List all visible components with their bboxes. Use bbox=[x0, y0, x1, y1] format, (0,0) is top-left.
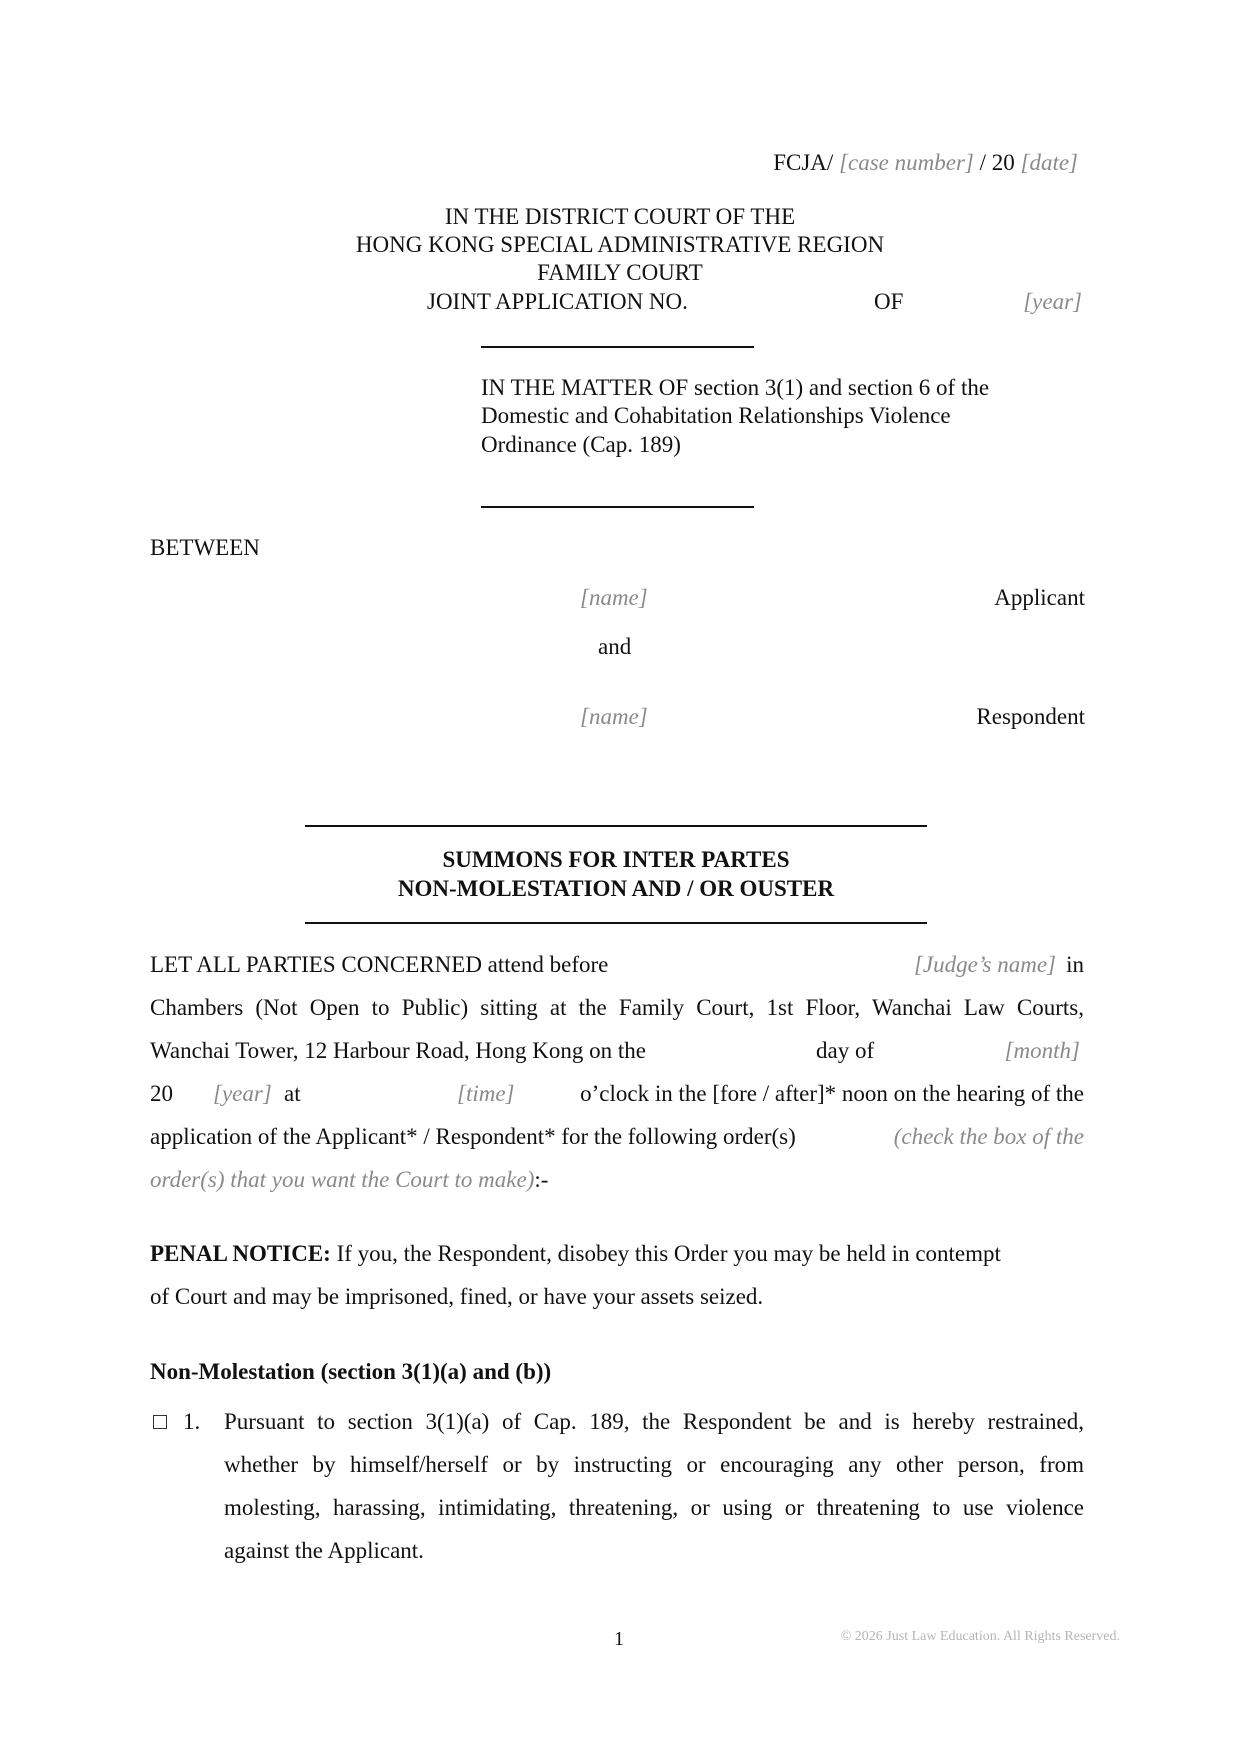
penal-notice-label: PENAL NOTICE: bbox=[150, 1241, 331, 1266]
application-text: application of the Applicant* / Respondent* for the following order(s) bbox=[150, 1124, 796, 1149]
and-label: and bbox=[598, 634, 632, 659]
check-box-hint-1: (check the box of the bbox=[893, 1124, 1084, 1149]
order-1-line-2: whether by himself/herself or by instructing or encouraging any other person, from bbox=[224, 1452, 1084, 1477]
non-molestation-heading bbox=[150, 1350, 1084, 1393]
colon-dash: :- bbox=[534, 1167, 549, 1192]
court-line-3: FAMILY COURT bbox=[537, 260, 703, 285]
respondent-name-placeholder[interactable]: [name] bbox=[580, 704, 648, 729]
title-line-1: SUMMONS FOR INTER PARTES bbox=[442, 847, 790, 872]
applicant-label: Applicant bbox=[994, 585, 1085, 610]
summons-intro: LET ALL PARTIES CONCERNED attend before bbox=[150, 952, 609, 977]
hearing-time-text: o’clock in the [fore / after]* noon on the hearing of the bbox=[580, 1081, 1084, 1106]
order-1-line-1: Pursuant to section 3(1)(a) of Cap. 189, the Respondent be and is hereby restrained, bbox=[224, 1409, 1084, 1434]
penal-notice-line-2 bbox=[150, 1275, 1084, 1318]
month-placeholder[interactable]: [month] bbox=[1004, 1038, 1080, 1063]
judge-name-placeholder[interactable]: [Judge’s name] bbox=[913, 952, 1056, 977]
joint-application-label: JOINT APPLICATION NO. bbox=[427, 289, 688, 314]
divider-top bbox=[481, 346, 754, 348]
order-1-line-4: against the Applicant. bbox=[224, 1538, 424, 1563]
summons-line-5 bbox=[150, 1115, 1084, 1158]
matter-line-2: Domestic and Cohabitation Relationships Violence bbox=[481, 403, 951, 428]
date-placeholder[interactable]: [date] bbox=[1020, 150, 1078, 175]
penal-notice-text-1 bbox=[150, 1232, 1001, 1275]
in-label: in bbox=[1066, 952, 1084, 977]
check-box-hint-2: order(s) that you want the Court to make) bbox=[150, 1167, 535, 1192]
respondent-label: Respondent bbox=[976, 704, 1085, 729]
summons-line-4 bbox=[150, 1072, 1084, 1115]
case-prefix: FCJA/ bbox=[773, 150, 834, 175]
year-separator: / 20 bbox=[979, 150, 1015, 175]
title-line-2: NON-MOLESTATION AND / OR OUSTER bbox=[397, 876, 835, 901]
penal-notice-line-1 bbox=[150, 1232, 1090, 1275]
hearing-century: 20 bbox=[150, 1081, 173, 1106]
title-rule-top bbox=[305, 825, 927, 827]
of-label: OF bbox=[874, 289, 904, 314]
summons-line-6 bbox=[150, 1158, 1084, 1201]
page-number: 1 bbox=[614, 1628, 624, 1650]
court-line-1: IN THE DISTRICT COURT OF THE bbox=[444, 204, 796, 229]
case-number-placeholder[interactable]: [case number] bbox=[839, 150, 974, 175]
court-line-2: HONG KONG SPECIAL ADMINISTRATIVE REGION bbox=[355, 232, 885, 257]
penal-notice-body-2: of Court and may be imprisoned, fined, or have your assets seized. bbox=[150, 1284, 764, 1309]
court-year-placeholder[interactable]: [year] bbox=[1023, 289, 1082, 314]
matter-line-3: Ordinance (Cap. 189) bbox=[481, 432, 681, 457]
divider-middle bbox=[481, 506, 754, 508]
penal-notice-body-1: If you, the Respondent, disobey this Order you may be held in contempt bbox=[336, 1241, 1001, 1266]
matter-line-1: IN THE MATTER OF section 3(1) and section 6 of the bbox=[481, 375, 990, 400]
summons-location: Wanchai Tower, 12 Harbour Road, Hong Kong on the bbox=[150, 1038, 646, 1063]
checkbox-icon[interactable] bbox=[153, 1415, 167, 1429]
hearing-year-placeholder[interactable]: [year] bbox=[213, 1081, 272, 1106]
copyright-notice: © 2026 Just Law Education. All Rights Reserved. bbox=[840, 1629, 1120, 1644]
summons-line-1 bbox=[150, 943, 1084, 986]
applicant-name-placeholder[interactable]: [name] bbox=[580, 585, 648, 610]
day-of-label: day of bbox=[816, 1038, 875, 1063]
order-1-line-3: molesting, harassing, intimidating, threatening, or using or threatening to use violence bbox=[224, 1495, 1084, 1520]
summons-line-3 bbox=[150, 1029, 1084, 1072]
at-label: at bbox=[284, 1081, 301, 1106]
time-placeholder[interactable]: [time] bbox=[457, 1081, 515, 1106]
between-label: BETWEEN bbox=[150, 535, 260, 560]
order-1-number: 1. bbox=[183, 1409, 201, 1434]
order-1-checkbox[interactable] bbox=[153, 1413, 167, 1431]
summons-line-6-text bbox=[150, 1158, 548, 1201]
title-rule-bottom bbox=[305, 922, 927, 924]
case-number-line bbox=[773, 148, 1078, 177]
non-molestation-heading-text: Non-Molestation (section 3(1)(a) and (b)) bbox=[150, 1359, 552, 1384]
summons-line-2: Chambers (Not Open to Public) sitting at the Family Court, 1st Floor, Wanchai Law Courts, bbox=[150, 995, 1084, 1020]
